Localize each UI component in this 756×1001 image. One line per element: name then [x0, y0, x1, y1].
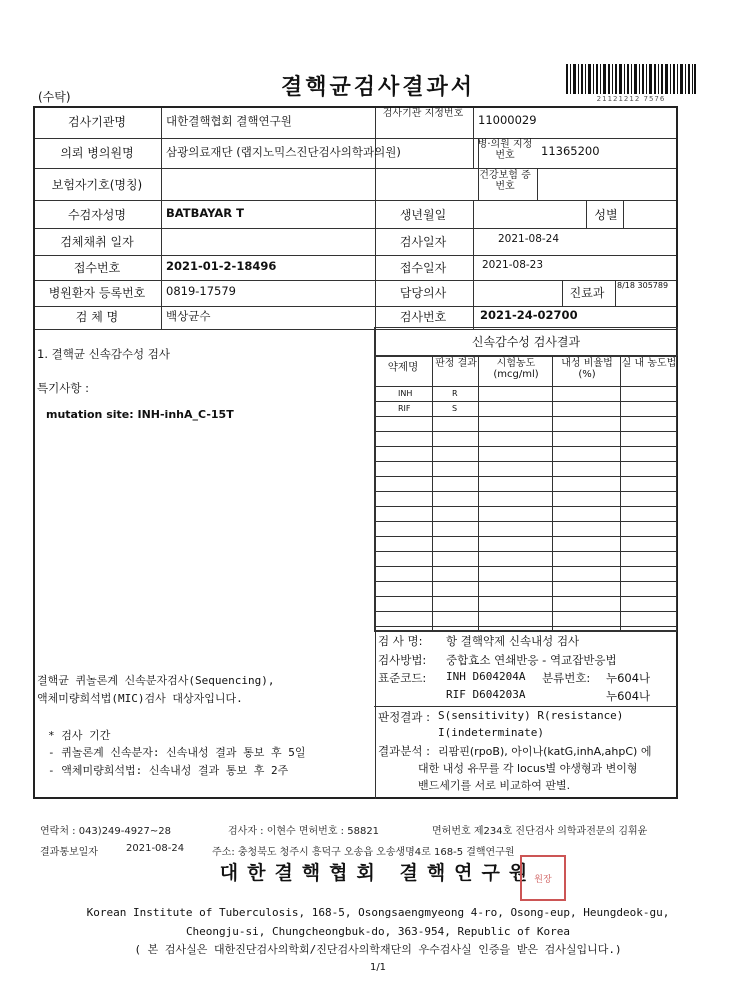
results-title: 신속감수성 검사결과: [471, 335, 581, 349]
page-number: 1/1: [369, 962, 387, 973]
period-title: * 검사 기간: [48, 729, 111, 742]
receipt-no-label: 접수번호: [73, 261, 121, 275]
col-concentration-header: 시험농도 (mcg/ml): [493, 358, 539, 380]
insurance-label: 보험자기호(명칭): [51, 178, 143, 192]
std-code-rif: RIF D604203A: [446, 688, 526, 701]
method-value: 중합효소 연쇄반응 - 역교잡반응법: [446, 653, 617, 667]
hospital-patient-no-label: 병원환자 등록번호: [48, 286, 146, 300]
receipt-date-value: 2021-08-23: [482, 259, 544, 271]
test-org-code-label: 검사기관 지정번호: [382, 108, 464, 119]
footer-phone: 연락처 : 043)249-4927~28: [40, 826, 171, 837]
test-org-code-value: 11000029: [478, 113, 537, 127]
row2-drug: RIF: [398, 404, 411, 413]
receipt-date-label: 접수일자: [399, 261, 447, 275]
row2-result: S: [452, 404, 458, 413]
analysis-line1: 리팜핀(rpoB), 아이나(katG,inhA,ahpC) 에: [438, 745, 652, 758]
institute-name: 대한결핵협회 결핵연구원: [219, 862, 537, 884]
certification-note: ( 본 검사실은 대한진단검사의학회/진단검사의학재단의 우수검사실 인증을 받은 검사실입니다.): [134, 943, 622, 956]
address-en-line1: Korean Institute of Tuberculosis, 168-5, Osongsaengmyeong 4-ro, Osong-eup, Heungdeok-gu,: [86, 906, 670, 919]
patient-name-value: BATBAYAR T: [166, 206, 245, 220]
test-no-value: 2021-24-02700: [480, 308, 578, 322]
mutation-note: mutation site: INH-inhA_C-15T: [46, 408, 234, 421]
test-no-label: 검사번호: [399, 310, 447, 324]
request-hospital-value: 삼광의료재단 (랩지노믹스진단검사의학과의원): [166, 145, 401, 159]
specimen-label: 검 체 명: [75, 310, 119, 324]
dept-value: 8/18 305789: [617, 281, 669, 290]
barcode: [566, 64, 696, 94]
analysis-line3: 밴드세기를 서로 비교하여 판별.: [418, 779, 571, 792]
results-grid: [374, 356, 678, 632]
patient-name-label: 수검자성명: [68, 208, 126, 222]
col-indoor-header: 실 내 농도법: [621, 358, 677, 369]
birth-label: 생년월일: [399, 208, 447, 222]
row1-result: R: [452, 389, 458, 398]
class-label: 분류번호:: [542, 671, 591, 685]
insurance-no-label: 건강보험 증번호: [479, 170, 531, 192]
judge-value2: I(indeterminate): [438, 726, 544, 739]
test-name-value: 항 결핵약제 신속내성 검사: [446, 634, 580, 648]
col-result-header: 판정 결과: [435, 358, 477, 369]
test-date-value: 2021-08-24: [498, 233, 560, 245]
std-code-label: 표준코드:: [378, 671, 427, 685]
special-label: 특기사항 :: [37, 381, 89, 395]
class-rif: 누604나: [606, 689, 651, 703]
footer-address-ko: 주소: 충청북도 청주시 흥덕구 오송읍 오송생명4로 168-5 결핵연구원: [212, 847, 515, 858]
col-drug-header: 약제명: [387, 361, 419, 373]
dept-label: 진료과: [569, 286, 605, 300]
request-code-label: 병·의원 지정번호: [477, 139, 533, 161]
footer-license: 면허번호 제234호 진단검사 의학과전문의 김휘윤: [432, 826, 648, 837]
class-inh: 누604나: [606, 671, 651, 685]
method-divider: [374, 706, 677, 707]
test-org-value: 대한결핵협회 결핵연구원: [166, 114, 292, 128]
sequencing-note-line1: 결핵균 퀴놀론계 신속분자검사(Sequencing),: [37, 674, 275, 687]
test-name-label: 검 사 명:: [378, 634, 423, 648]
receipt-no-value: 2021-01-2-18496: [166, 259, 277, 273]
collect-date-label: 검체채취 일자: [60, 235, 134, 249]
test-item: 1. 결핵균 신속감수성 검사: [37, 347, 171, 361]
request-hospital-label: 의뢰 병의원명: [60, 146, 134, 160]
method-label: 검사방법:: [378, 653, 427, 667]
document-title: 결핵균검사결과서: [280, 75, 476, 100]
analysis-line2: 대한 내성 유무를 각 locus별 야생형과 변이형: [418, 762, 638, 775]
analysis-label: 결과분석 :: [378, 744, 430, 758]
official-seal: 원장: [520, 855, 566, 901]
doctor-label: 담당의사: [399, 286, 447, 300]
test-org-label: 검사기관명: [68, 115, 126, 129]
col-ratio-header: 내성 비율법(%): [561, 358, 613, 380]
address-en-line2: Cheongju-si, Chungcheongbuk-do, 363-954, Republic of Korea: [185, 925, 571, 938]
test-date-label: 검사일자: [399, 235, 447, 249]
std-code-inh: INH D604204A: [446, 670, 526, 683]
footer-notify-date: 2021-08-24: [126, 843, 185, 854]
period-line2: - 액체미량희석법: 신속내성 결과 통보 후 2주: [48, 764, 289, 777]
sequencing-note-line2: 액체미량희석법(MIC)검사 대상자입니다.: [37, 692, 243, 705]
footer-notify-label: 결과통보일자: [40, 847, 98, 858]
judge-label: 판정결과 :: [378, 710, 430, 724]
judge-value1: S(sensitivity) R(resistance): [438, 709, 624, 722]
barcode-number: 21121212 7576: [596, 95, 666, 103]
receipt-label: (수탁): [38, 90, 71, 104]
request-code-value: 11365200: [541, 144, 600, 158]
hospital-patient-no-value: 0819-17579: [166, 284, 236, 298]
row1-drug: INH: [398, 389, 413, 398]
specimen-value: 백상균수: [166, 309, 211, 323]
footer-tester: 검사자 : 이현수 면허번호 : 58821: [228, 826, 380, 837]
period-line1: - 퀴놀론계 신속분자: 신속내성 결과 통보 후 5일: [48, 746, 306, 759]
sex-label: 성별: [594, 208, 618, 222]
